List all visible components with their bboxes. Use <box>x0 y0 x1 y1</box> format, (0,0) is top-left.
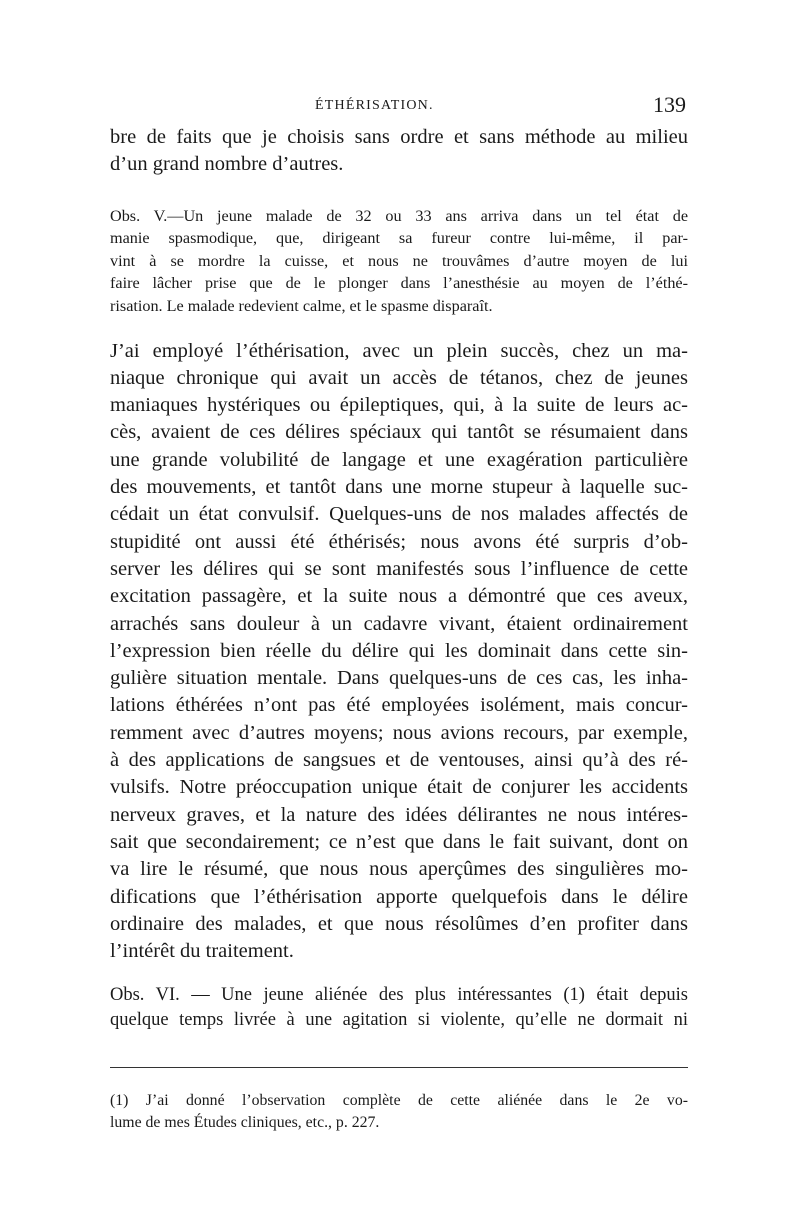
text-line: maniaques hystériques ou épileptiques, qui, à la suite de leurs ac- <box>110 394 688 417</box>
text-line: quelque temps livrée à une agitation si violente, qu’elle ne dormait ni <box>110 1010 688 1031</box>
text-line: remment avec d’autres moyens; nous avions recours, par exemple, <box>110 721 688 744</box>
text-line: risation. Le malade redevient calme, et le spasme disparaît. <box>110 296 493 315</box>
text-line: l’expression bien réelle du délire qui les dominait dans cette sin- <box>110 639 688 662</box>
text-line: (1) J’ai donné l’observation complète de cette aliénée dans le 2e vo- <box>110 1092 688 1110</box>
text-line: vulsifs. Notre préoccupation unique était de conjurer les accidents <box>110 776 688 799</box>
main-paragraph <box>110 338 688 966</box>
text-line: à des applications de sangsues et de ventouses, ainsi qu’à des ré- <box>110 749 688 772</box>
text-line: gulière situation mentale. Dans quelques-uns de ces cas, les inha- <box>110 667 688 690</box>
text-line: ordinaire des malades, et que nous résolûmes d’en profiter dans <box>110 912 688 935</box>
text-line: cès, avaient de ces délires spéciaux qui tantôt se résumaient dans <box>110 421 688 444</box>
text-line: excitation passagère, et la suite nous a démontré que ces aveux, <box>110 585 688 608</box>
text-line: d’un grand nombre d’autres. <box>110 153 344 176</box>
text-line: J’ai employé l’éthérisation, avec un plein succès, chez un ma- <box>110 339 688 362</box>
text-line: stupidité ont aussi été éthérisés; nous avons été surpris d’ob- <box>110 530 688 553</box>
intro-paragraph <box>110 124 688 179</box>
text-line: va lire le résumé, que nous nous aperçûmes des singulières mo- <box>110 858 688 881</box>
text-line: l’intérêt du traitement. <box>110 940 294 963</box>
text-line: sait que secondairement; ce n’est que dans le fait suivant, dont on <box>110 830 688 853</box>
text-line: server les délires qui se sont manifestés sous l’influence de cette <box>110 557 688 580</box>
text-line: vint à se mordre la cuisse, et nous ne trouvâmes d’autre moyen de lui <box>110 251 688 270</box>
text-line: manie spasmodique, que, dirigeant sa fureur contre lui-même, il par- <box>110 229 688 248</box>
text-line: nerveux graves, et la nature des idées délirantes ne nous intéres- <box>110 803 688 826</box>
text-line: bre de faits que je choisis sans ordre et sans méthode au milieu <box>110 126 688 148</box>
footnote <box>110 1090 688 1134</box>
footnote-rule <box>110 1067 688 1068</box>
text-line: lations éthérées n’ont pas été employées isolément, mais concur- <box>110 694 688 717</box>
text-line: une grande volubilité de langage et une exagération particulière <box>110 448 688 471</box>
text-line: Obs. VI. — Une jeune aliénée des plus intéressantes (1) était depuis <box>110 985 688 1006</box>
observation-v <box>110 205 688 318</box>
text-line: Obs. V.—Un jeune malade de 32 ou 33 ans arriva dans un tel état de <box>110 206 688 225</box>
text-line: arrachés sans douleur à un cadavre vivant, étaient ordinairement <box>110 612 688 635</box>
page-header <box>110 92 688 122</box>
text-line: faire lâcher prise que de le plonger dans l’anesthésie au moyen de l’éthé- <box>110 274 688 293</box>
text-line: lume de mes Études cliniques, etc., p. 227. <box>110 1114 380 1132</box>
running-head: ÉTHÉRISATION. <box>315 98 434 113</box>
page-number: 139 <box>653 92 686 117</box>
text-line: des mouvements, et tantôt dans une morne stupeur à laquelle suc- <box>110 476 688 499</box>
observation-vi <box>110 983 688 1033</box>
text-line: niaque chronique qui avait un accès de tétanos, chez de jeunes <box>110 366 688 389</box>
text-line: difications que l’éthérisation apporte quelquefois dans le délire <box>110 885 688 908</box>
text-line: cédait un état convulsif. Quelques-uns de nos malades affectés de <box>110 503 688 526</box>
book-page <box>110 92 688 1134</box>
